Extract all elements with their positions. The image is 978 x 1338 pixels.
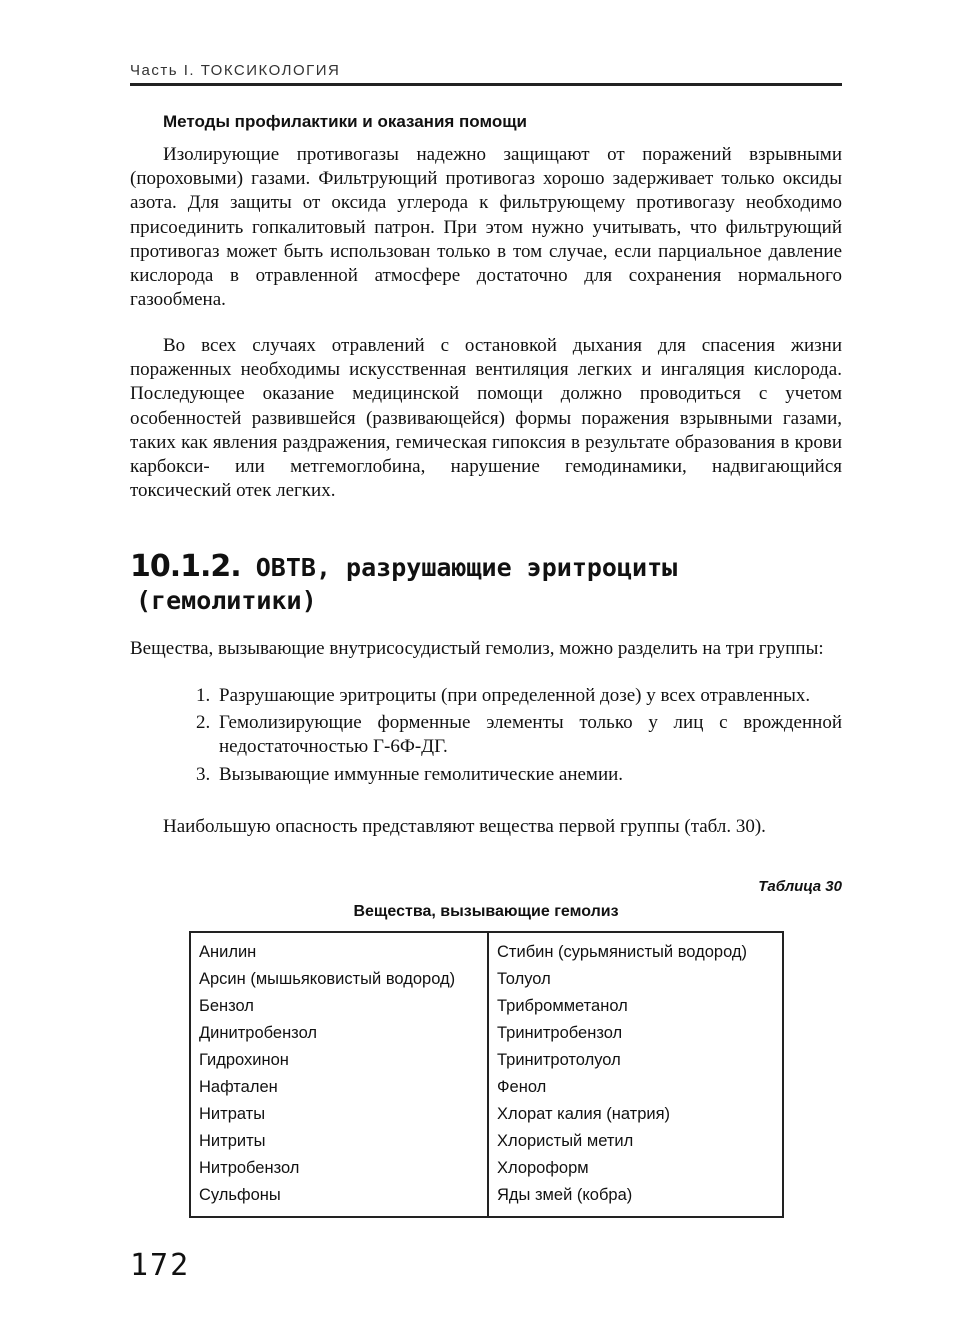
table-cell: Толуол [497, 970, 551, 988]
list-item-text: Гемолизирующие форменные элементы только у лиц с врожденной недостаточностью Г-6Ф-ДГ. [219, 712, 842, 758]
table-cell: Бензол [199, 997, 254, 1015]
list-item-number: 1. [196, 685, 211, 706]
chapter-title-line2: (гемолитики) [136, 586, 317, 615]
running-head: Часть I. ТОКСИКОЛОГИЯ [130, 62, 842, 86]
table-cell: Нитриты [199, 1132, 266, 1150]
paragraph-first-aid: Во всех случаях отравлений с остановкой дыхания для спасения жизни пораженных необходимы искусственная вентиляция легких и ингаляция кислорода. Последующее оказание медицинской помощи должно проводиться с учетом особенностей развившейся (развивающейся) формы поражения взрывными газами, таких как явления раздражения, гемическая гипоксия в результате образования в крови карбокси- или метгемоглобина, нарушение гемодинамики, надвигающийся токсический отек легких. [130, 335, 842, 502]
table-cell: Фенол [497, 1078, 547, 1096]
list-item-number: 2. [196, 712, 211, 734]
paragraph-groups-intro: Вещества, вызывающие внутрисосудистый гемолиз, можно разделить на три группы: [130, 638, 824, 659]
table-cell: Хлороформ [497, 1159, 589, 1177]
section-title: Методы профилактики и оказания помощи [163, 112, 527, 131]
paragraph-table-reference: Наибольшую опасность представляют вещества первой группы (табл. 30). [163, 816, 766, 837]
table-cell: Тринитробензол [497, 1024, 623, 1042]
chapter-title-line1: ОВТВ, разрушающие эритроциты [255, 553, 678, 582]
table-cell: Нитраты [199, 1105, 266, 1123]
table-cell: Арсин (мышьяковистый водород) [199, 970, 456, 988]
table-cell: Стибин (сурьмянистый водород) [497, 943, 748, 961]
table-cell: Гидрохинон [199, 1051, 289, 1069]
list-item-text: Разрушающие эритроциты (при определенной дозе) у всех отравленных. [219, 685, 811, 706]
table-column-right [488, 932, 783, 1217]
paragraph-protective-masks: Изолирующие противогазы надежно защищают от поражений взрывными (пороховыми) газами. Фильтрующий противогаз хорошо задерживает только оксиды азота. Для защиты от оксида углерода к фильтрующему противогазу необходимо присоединить гопкалитовый патрон. При этом нужно учитывать, что фильтрующий противогаз может быть использован только в том случае, если парциальное давление кислорода в отравленной атмосфере достаточно для сохранения нормального газообмена. [130, 144, 842, 311]
chapter-heading [130, 550, 842, 617]
list-item-text: Вызывающие иммунные гемолитические анемии. [219, 763, 624, 785]
chapter-number: 10.1.2. [130, 549, 241, 584]
list-item-number: 3. [196, 763, 211, 785]
table-column-left [190, 932, 488, 1217]
table-cell: Нитробензол [199, 1159, 300, 1177]
table-cell: Сульфоны [199, 1186, 281, 1204]
list-item [130, 684, 842, 708]
groups-list [130, 684, 842, 790]
table-cell: Трибромметанол [497, 997, 628, 1015]
table-cell: Анилин [199, 943, 257, 961]
table-cell: Хлористый метил [497, 1132, 634, 1150]
table-caption: Вещества, вызывающие гемолиз [353, 903, 619, 920]
table-cell: Нафтален [199, 1078, 278, 1096]
table-cell: Хлорат калия (натрия) [497, 1105, 671, 1123]
list-item [130, 763, 842, 787]
page-number: 172 [130, 1248, 191, 1283]
list-item [130, 711, 842, 759]
table-number: Таблица 30 [758, 878, 842, 895]
table-cell: Яды змей (кобра) [497, 1186, 633, 1204]
table-cell: Тринитротолуол [497, 1051, 621, 1069]
table-cell: Динитробензол [199, 1024, 318, 1042]
hemolysis-substances-table [189, 931, 784, 1218]
